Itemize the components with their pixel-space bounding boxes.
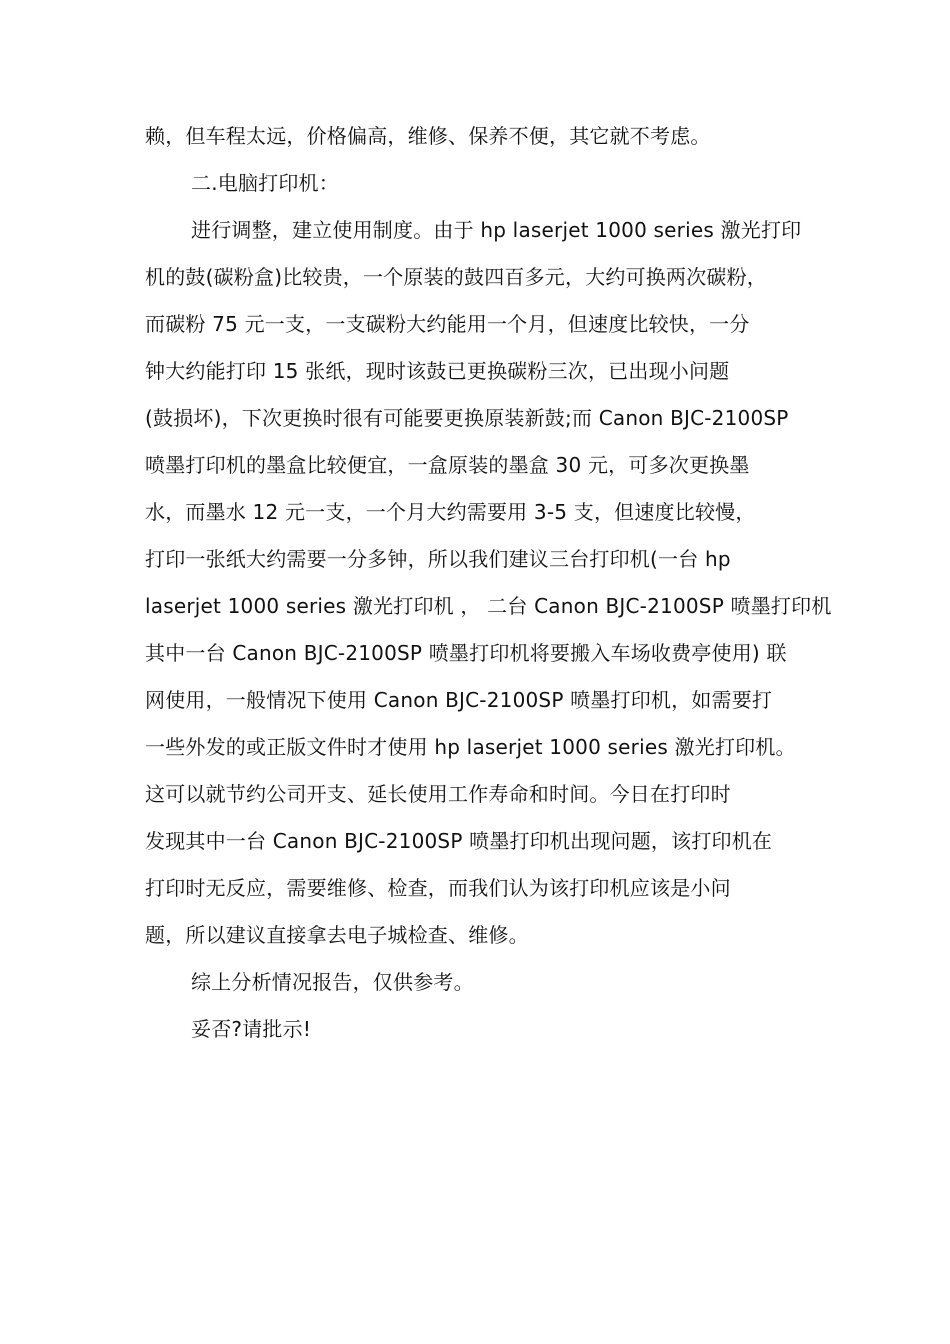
summary-line: 综上分析情况报告，仅供参考。 — [191, 970, 474, 994]
text-line: 网使用，一般情况下使用 Canon BJC-2100SP 喷墨打印机，如需要打 — [145, 688, 773, 712]
text-line: 水，而墨水 12 元一支，一个月大约需要用 3-5 支，但速度比较慢， — [145, 500, 756, 524]
text-line: 喷墨打印机的墨盒比较便宜，一盒原装的墨盒 30 元，可多次更换墨 — [145, 453, 750, 477]
text-line: laserjet 1000 series 激光打印机 ， 二台 Canon BJC-2100SP 喷墨打印机 — [145, 594, 832, 618]
text-line: 这可以就节约公司开支、延长使用工作寿命和时间。今日在打印时 — [145, 782, 731, 806]
paragraph-start: 进行调整，建立使用制度。由于 hp laserjet 1000 series 激光打印 — [191, 218, 802, 242]
text-line: 打印时无反应，需要维修、检查，而我们认为该打印机应该是小问 — [145, 876, 731, 900]
section-heading: 二.电脑打印机： — [191, 171, 339, 195]
text-line: 其中一台 Canon BJC-2100SP 喷墨打印机将要搬入车场收费亭使用) 联 — [145, 641, 787, 665]
text-line: 机的鼓(碳粉盒)比较贵，一个原装的鼓四百多元，大约可换两次碳粉， — [145, 265, 768, 289]
text-line: 发现其中一台 Canon BJC-2100SP 喷墨打印机出现问题，该打印机在 — [145, 829, 773, 853]
text-line: 打印一张纸大约需要一分多钟，所以我们建议三台打印机(一台 hp — [145, 547, 731, 571]
text-line: 赖，但车程太远，价格偏高，维修、保养不便，其它就不考虑。 — [145, 124, 711, 148]
text-line: (鼓损坏)，下次更换时很有可能要更换原装新鼓;而 Canon BJC-2100SP — [145, 406, 789, 430]
text-line: 题，所以建议直接拿去电子城检查、维修。 — [145, 923, 529, 947]
closing-line: 妥否?请批示! — [191, 1017, 312, 1041]
text-line: 一些外发的或正版文件时才使用 hp laserjet 1000 series 激光打印机。 — [145, 735, 796, 759]
text-line: 而碳粉 75 元一支，一支碳粉大约能用一个月，但速度比较快，一分 — [145, 312, 750, 336]
text-line: 钟大约能打印 15 张纸，现时该鼓已更换碳粉三次，已出现小问题 — [145, 359, 730, 383]
